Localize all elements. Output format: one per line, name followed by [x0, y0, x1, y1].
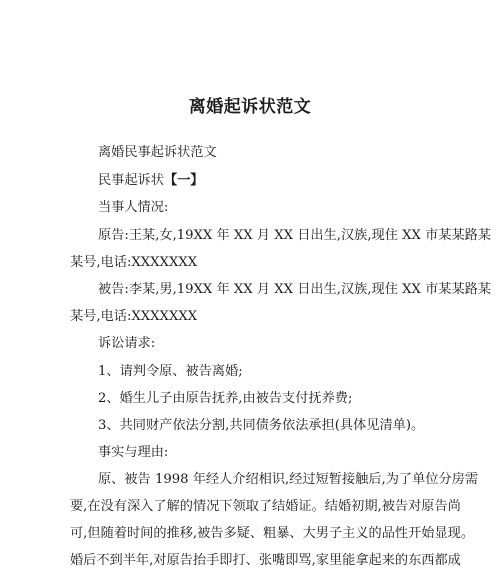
plaintiff-line-1: 原告:王某,女,19XX 年 XX 月 XX 日出生,汉族,现住 XX 市某某路某 — [98, 228, 492, 243]
section-heading — [98, 172, 204, 190]
facts-line: 婚后不到半年,对原告抬手即打、张嘴即骂,家里能拿起来的东西都成 — [70, 553, 461, 568]
plaintiff-line-2: 某号,电话:XXXXXXX — [70, 255, 198, 270]
facts-line: 可,但随着时间的推移,被告多疑、粗暴、大男子主义的品性开始显现。 — [70, 526, 475, 541]
claim-item: 1、请判令原、被告离婚; — [98, 364, 243, 379]
document-title: 离婚起诉状范文 — [188, 97, 312, 117]
claim-item: 2、婚生儿子由原告抚养,由被告支付抚养费; — [98, 391, 353, 406]
section-number: 【一】 — [163, 173, 204, 188]
facts-heading: 事实与理由: — [98, 445, 169, 460]
document-subtitle: 离婚民事起诉状范文 — [98, 145, 217, 160]
claims-heading: 诉讼请求: — [98, 336, 156, 351]
facts-line: 要,在没有深入了解的情况下领取了结婚证。结婚初期,被告对原告尚 — [70, 499, 461, 514]
section-heading-text: 民事起诉状 — [98, 173, 164, 188]
claim-item: 3、共同财产依法分割,共同债务依法承担(具体见清单)。 — [98, 418, 425, 433]
defendant-line-1: 被告:李某,男,19XX 年 XX 月 XX 日出生,汉族,现住 XX 市某某路某 — [98, 282, 492, 297]
parties-heading: 当事人情况: — [98, 200, 169, 215]
facts-line: 原、被告 1998 年经人介绍相识,经过短暂接触后,为了单位分房需 — [98, 472, 479, 487]
defendant-line-2: 某号,电话:XXXXXXX — [70, 309, 198, 324]
